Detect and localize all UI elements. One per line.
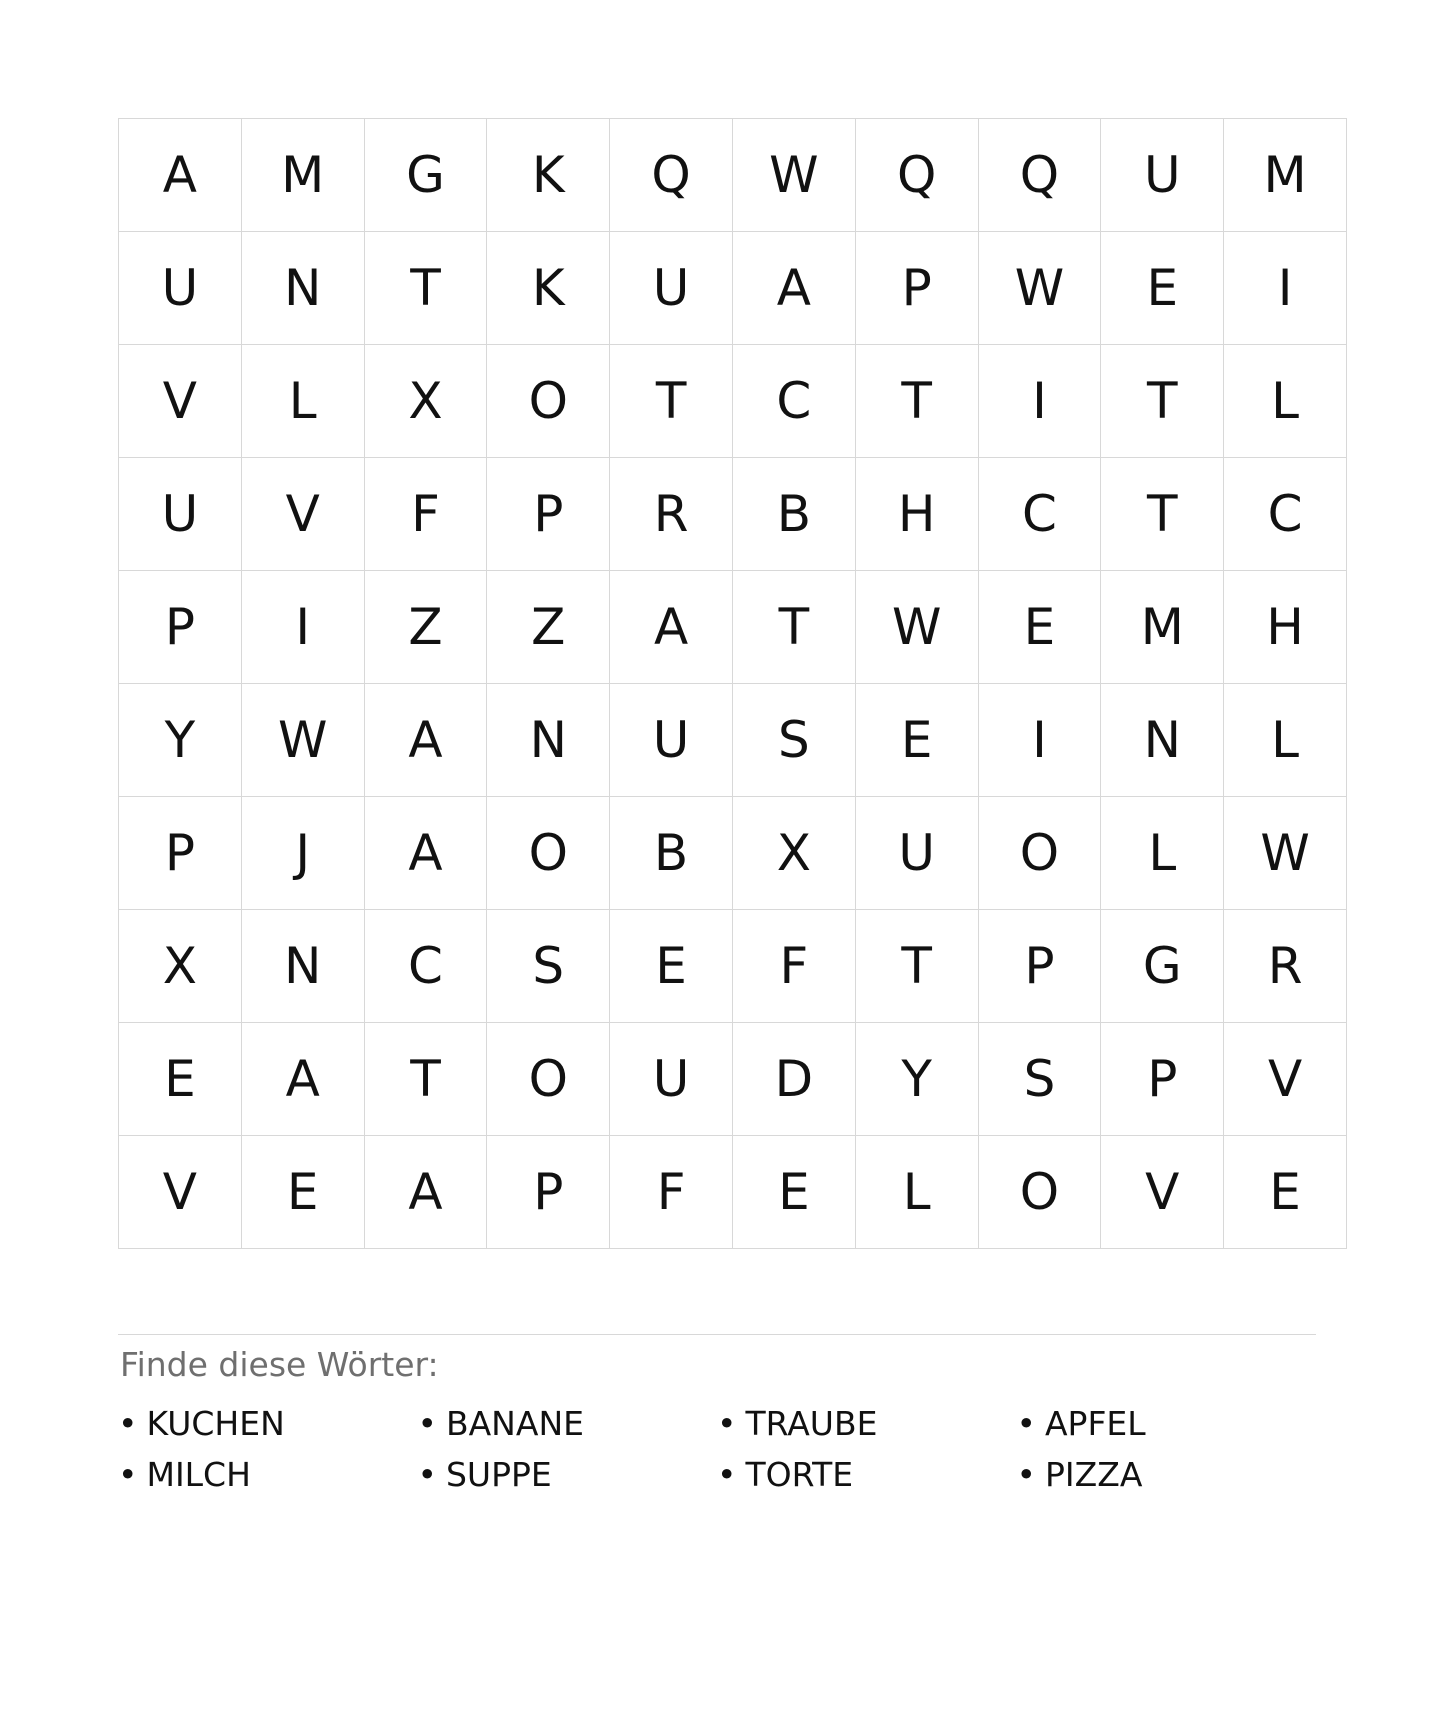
grid-cell[interactable]: V bbox=[1101, 1136, 1224, 1249]
grid-cell[interactable]: E bbox=[610, 910, 733, 1023]
grid-cell[interactable]: K bbox=[487, 119, 610, 232]
grid-cell[interactable]: S bbox=[732, 684, 855, 797]
word-label: BANANE bbox=[445, 1404, 584, 1443]
grid-cell[interactable]: I bbox=[978, 684, 1101, 797]
grid-row bbox=[119, 571, 1347, 684]
grid-row bbox=[119, 684, 1347, 797]
bullet-icon: • bbox=[1016, 1404, 1036, 1443]
grid-cell[interactable]: P bbox=[855, 232, 978, 345]
grid-cell[interactable]: U bbox=[1101, 119, 1224, 232]
grid-cell[interactable]: Q bbox=[610, 119, 733, 232]
word-label: TORTE bbox=[745, 1455, 854, 1494]
grid-cell[interactable]: Y bbox=[119, 684, 242, 797]
grid-cell[interactable]: M bbox=[241, 119, 364, 232]
grid-cell[interactable]: T bbox=[855, 910, 978, 1023]
grid-cell[interactable]: K bbox=[487, 232, 610, 345]
grid-cell[interactable]: B bbox=[610, 797, 733, 910]
grid-cell[interactable]: C bbox=[1224, 458, 1347, 571]
word-list-row bbox=[118, 1398, 1316, 1449]
grid-cell[interactable]: U bbox=[610, 1023, 733, 1136]
grid-cell[interactable]: W bbox=[1224, 797, 1347, 910]
grid-cell[interactable]: V bbox=[119, 345, 242, 458]
grid-cell[interactable]: T bbox=[1101, 345, 1224, 458]
grid-cell[interactable]: A bbox=[119, 119, 242, 232]
bullet-icon: • bbox=[717, 1455, 737, 1494]
word-label: SUPPE bbox=[445, 1455, 552, 1494]
grid-cell[interactable]: H bbox=[1224, 571, 1347, 684]
list-item[interactable] bbox=[1017, 1398, 1317, 1449]
grid-row bbox=[119, 119, 1347, 232]
grid-cell[interactable]: N bbox=[487, 684, 610, 797]
grid-row bbox=[119, 797, 1347, 910]
grid-cell[interactable]: O bbox=[487, 345, 610, 458]
grid-cell[interactable]: I bbox=[978, 345, 1101, 458]
grid-cell[interactable]: Y bbox=[855, 1023, 978, 1136]
list-item[interactable] bbox=[418, 1398, 718, 1449]
grid-cell[interactable]: O bbox=[978, 1136, 1101, 1249]
grid-cell[interactable]: U bbox=[119, 458, 242, 571]
grid-cell[interactable]: F bbox=[364, 458, 487, 571]
grid-cell[interactable]: L bbox=[1224, 684, 1347, 797]
grid-cell[interactable]: A bbox=[364, 684, 487, 797]
grid-cell[interactable]: G bbox=[364, 119, 487, 232]
list-item[interactable] bbox=[118, 1398, 418, 1449]
grid-cell[interactable]: B bbox=[732, 458, 855, 571]
word-list-section bbox=[118, 1334, 1316, 1500]
word-label: MILCH bbox=[146, 1455, 251, 1494]
grid-cell[interactable]: E bbox=[1101, 232, 1224, 345]
bullet-icon: • bbox=[118, 1404, 138, 1443]
grid-cell[interactable]: T bbox=[732, 571, 855, 684]
grid-cell[interactable]: D bbox=[732, 1023, 855, 1136]
grid-cell[interactable]: A bbox=[610, 571, 733, 684]
letter-grid bbox=[118, 118, 1347, 1249]
grid-cell[interactable]: J bbox=[241, 797, 364, 910]
grid-cell[interactable]: Q bbox=[978, 119, 1101, 232]
grid-cell[interactable]: L bbox=[1101, 797, 1224, 910]
grid-cell[interactable]: T bbox=[364, 1023, 487, 1136]
bullet-icon: • bbox=[1016, 1455, 1036, 1494]
grid-cell[interactable]: V bbox=[1224, 1023, 1347, 1136]
bullet-icon: • bbox=[118, 1455, 138, 1494]
list-item[interactable] bbox=[1017, 1449, 1317, 1500]
grid-cell[interactable]: E bbox=[241, 1136, 364, 1249]
grid-cell[interactable]: E bbox=[119, 1023, 242, 1136]
grid-cell[interactable]: W bbox=[732, 119, 855, 232]
word-label: PIZZA bbox=[1044, 1455, 1143, 1494]
bullet-icon: • bbox=[417, 1404, 437, 1443]
grid-cell[interactable]: Z bbox=[364, 571, 487, 684]
grid-cell[interactable]: F bbox=[732, 910, 855, 1023]
grid-cell[interactable]: I bbox=[1224, 232, 1347, 345]
grid-cell[interactable]: R bbox=[610, 458, 733, 571]
word-list-row bbox=[118, 1449, 1316, 1500]
grid-cell[interactable]: X bbox=[119, 910, 242, 1023]
grid-cell[interactable]: N bbox=[241, 232, 364, 345]
grid-row bbox=[119, 910, 1347, 1023]
divider bbox=[118, 1334, 1316, 1335]
grid-row bbox=[119, 1023, 1347, 1136]
grid-cell[interactable]: O bbox=[978, 797, 1101, 910]
list-item[interactable] bbox=[717, 1449, 1017, 1500]
grid-cell[interactable]: I bbox=[241, 571, 364, 684]
grid-cell[interactable]: W bbox=[855, 571, 978, 684]
grid-cell[interactable]: Z bbox=[487, 571, 610, 684]
grid-cell[interactable]: E bbox=[732, 1136, 855, 1249]
grid-cell[interactable]: A bbox=[241, 1023, 364, 1136]
grid-cell[interactable]: S bbox=[487, 910, 610, 1023]
word-list bbox=[118, 1398, 1316, 1500]
grid-cell[interactable]: F bbox=[610, 1136, 733, 1249]
word-label: KUCHEN bbox=[146, 1404, 285, 1443]
grid-cell[interactable]: T bbox=[364, 232, 487, 345]
grid-cell[interactable]: O bbox=[487, 797, 610, 910]
grid-cell[interactable]: R bbox=[1224, 910, 1347, 1023]
grid-cell[interactable]: C bbox=[732, 345, 855, 458]
word-label: APFEL bbox=[1044, 1404, 1146, 1443]
grid-cell[interactable]: P bbox=[119, 797, 242, 910]
list-item[interactable] bbox=[717, 1398, 1017, 1449]
grid-cell[interactable]: T bbox=[855, 345, 978, 458]
list-item[interactable] bbox=[418, 1449, 718, 1500]
bullet-icon: • bbox=[717, 1404, 737, 1443]
grid-cell[interactable]: A bbox=[364, 797, 487, 910]
grid-cell[interactable]: P bbox=[487, 458, 610, 571]
grid-cell[interactable]: W bbox=[978, 232, 1101, 345]
grid-row bbox=[119, 232, 1347, 345]
grid-cell[interactable]: Q bbox=[855, 119, 978, 232]
grid-cell[interactable]: U bbox=[610, 232, 733, 345]
grid-cell[interactable]: O bbox=[487, 1023, 610, 1136]
grid-cell[interactable]: P bbox=[119, 571, 242, 684]
grid-cell[interactable]: U bbox=[119, 232, 242, 345]
grid-cell[interactable]: L bbox=[241, 345, 364, 458]
grid-cell[interactable]: P bbox=[1101, 1023, 1224, 1136]
grid-cell[interactable]: V bbox=[119, 1136, 242, 1249]
grid-row bbox=[119, 1136, 1347, 1249]
grid-cell[interactable]: U bbox=[610, 684, 733, 797]
grid-row bbox=[119, 345, 1347, 458]
grid-cell[interactable]: P bbox=[978, 910, 1101, 1023]
grid-cell[interactable]: C bbox=[978, 458, 1101, 571]
grid-cell[interactable]: X bbox=[364, 345, 487, 458]
grid-cell[interactable]: E bbox=[978, 571, 1101, 684]
grid-cell[interactable]: T bbox=[610, 345, 733, 458]
word-label: TRAUBE bbox=[745, 1404, 878, 1443]
list-item[interactable] bbox=[118, 1449, 418, 1500]
grid-cell[interactable]: U bbox=[855, 797, 978, 910]
grid-cell[interactable]: L bbox=[1224, 345, 1347, 458]
grid-row bbox=[119, 458, 1347, 571]
grid-cell[interactable]: N bbox=[241, 910, 364, 1023]
grid-cell[interactable]: A bbox=[364, 1136, 487, 1249]
bullet-icon: • bbox=[417, 1455, 437, 1494]
grid-cell[interactable]: N bbox=[1101, 684, 1224, 797]
grid-cell[interactable]: A bbox=[732, 232, 855, 345]
grid-cell[interactable]: G bbox=[1101, 910, 1224, 1023]
grid-cell[interactable]: P bbox=[487, 1136, 610, 1249]
grid-cell[interactable]: C bbox=[364, 910, 487, 1023]
grid-cell[interactable]: L bbox=[855, 1136, 978, 1249]
word-search-puzzle bbox=[118, 118, 1316, 1249]
grid-cell[interactable]: T bbox=[1101, 458, 1224, 571]
grid-cell[interactable]: M bbox=[1224, 119, 1347, 232]
grid-cell[interactable]: S bbox=[978, 1023, 1101, 1136]
grid-cell[interactable]: E bbox=[855, 684, 978, 797]
grid-cell[interactable]: H bbox=[855, 458, 978, 571]
grid-cell[interactable]: M bbox=[1101, 571, 1224, 684]
grid-cell[interactable]: X bbox=[732, 797, 855, 910]
word-list-title: Finde diese Wörter: bbox=[120, 1345, 439, 1384]
grid-cell[interactable]: E bbox=[1224, 1136, 1347, 1249]
grid-cell[interactable]: W bbox=[241, 684, 364, 797]
grid-cell[interactable]: V bbox=[241, 458, 364, 571]
